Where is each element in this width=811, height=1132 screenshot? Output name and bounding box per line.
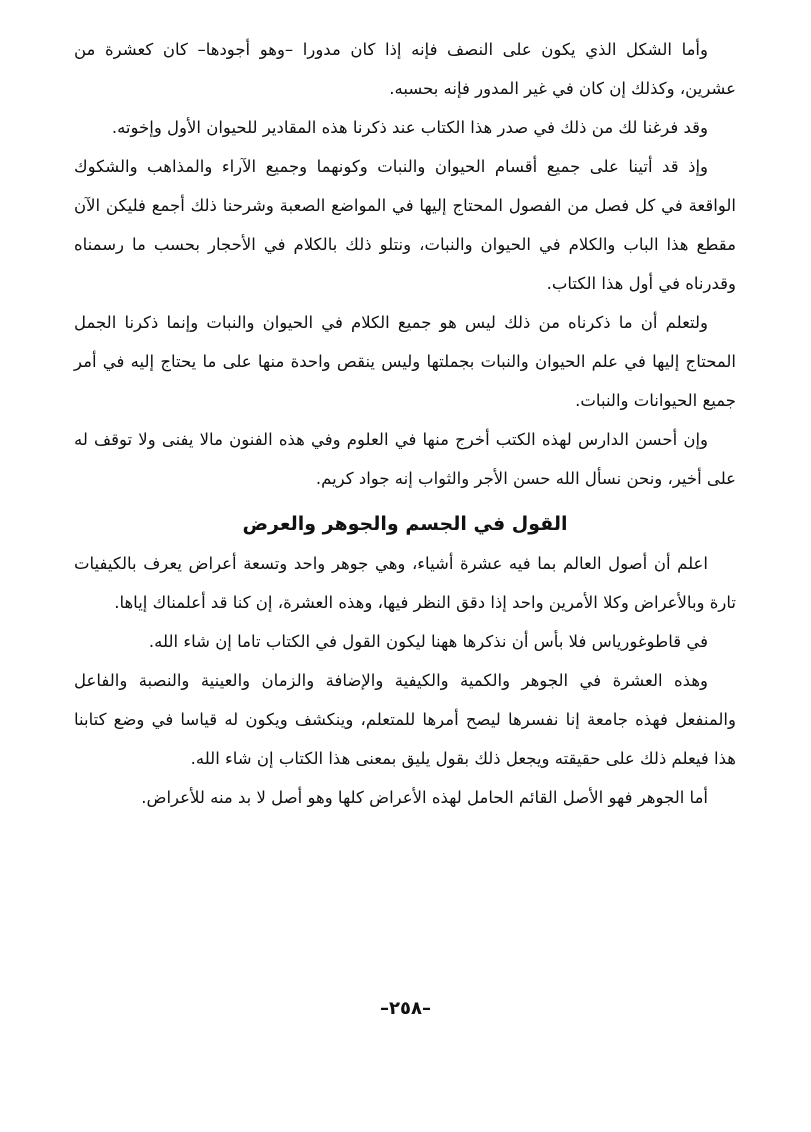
- paragraph: وإذ قد أتينا على جميع أقسام الحيوان والنبات وكونهما وجميع الآراء والمذاهب والشكوك الواقعة في كل فصل من الفصول المحتاج إليها في المواضع الصعبة وشرحنا ذلك أجمع فليكن الآن مقطع هذا الباب والكلام في الحيوان والنبات، ونتلو ذلك بالكلام في الأحجار بحسب ما رسمناه وقدرناه في أول هذا الكتاب.: [74, 157, 736, 293]
- paragraph: ولتعلم أن ما ذكرناه من ذلك ليس هو جميع الكلام في الحيوان والنبات وإنما ذكرنا الجمل المحتاج إليها في علم الحيوان والنبات بجملتها وليس ينقص واحدة منها على ما يحتاج إليه في أمر جميع الحيوانات والنبات.: [74, 313, 736, 410]
- paragraph: في قاطوغورياس فلا بأس أن نذكرها ههنا ليكون القول في الكتاب تاما إن شاء الله.: [148, 632, 708, 651]
- paragraph: وقد فرغنا لك من ذلك في صدر هذا الكتاب عند ذكرنا هذه المقادير للحيوان الأول وإخوته.: [111, 118, 708, 137]
- section-title: القول في الجسم والجوهر والعرض: [242, 513, 568, 535]
- page-number: –٢٥٨–: [380, 998, 431, 1019]
- paragraph: وهذه العشرة في الجوهر والكمية والكيفية والإضافة والزمان والعينية والنصبة والفاعل والمنفعل فهذه جامعة إنا نفسرها ليصح أمرها للمتعلم، وينكشف ويكون له قياسا في وضع كتابنا هذا فيعلم ذلك على حقيقته ويجعل ذلك بقول يليق بمعنى هذا الكتاب إن شاء الله.: [74, 671, 736, 768]
- paragraph: وأما الشكل الذي يكون على النصف فإنه إذا كان مدورا –وهو أجودها– كان كعشرة من عشرين، وكذلك إن كان في غير المدور فإنه بحسبه.: [74, 40, 736, 98]
- page-body: [74, 30, 736, 817]
- paragraph: وإن أحسن الدارس لهذه الكتب أخرج منها في العلوم وفي هذه الفنون مالا يفنى ولا توقف له على أخير، ونحن نسأل الله حسن الأجر والثواب إنه جواد كريم.: [74, 430, 736, 488]
- paragraph: اعلم أن أصول العالم بما فيه عشرة أشياء، وهي جوهر واحد وتسعة أعراض يعرف بالكيفيات تارة وبالأعراض وكلا الأمرين واحد إذا دقق النظر فيها، وهذه العشرة، إن كنا قد أعلمناك إياها.: [74, 554, 736, 612]
- paragraph: أما الجوهر فهو الأصل القائم الحامل لهذه الأعراض كلها وهو أصل لا بد منه للأعراض.: [141, 788, 708, 807]
